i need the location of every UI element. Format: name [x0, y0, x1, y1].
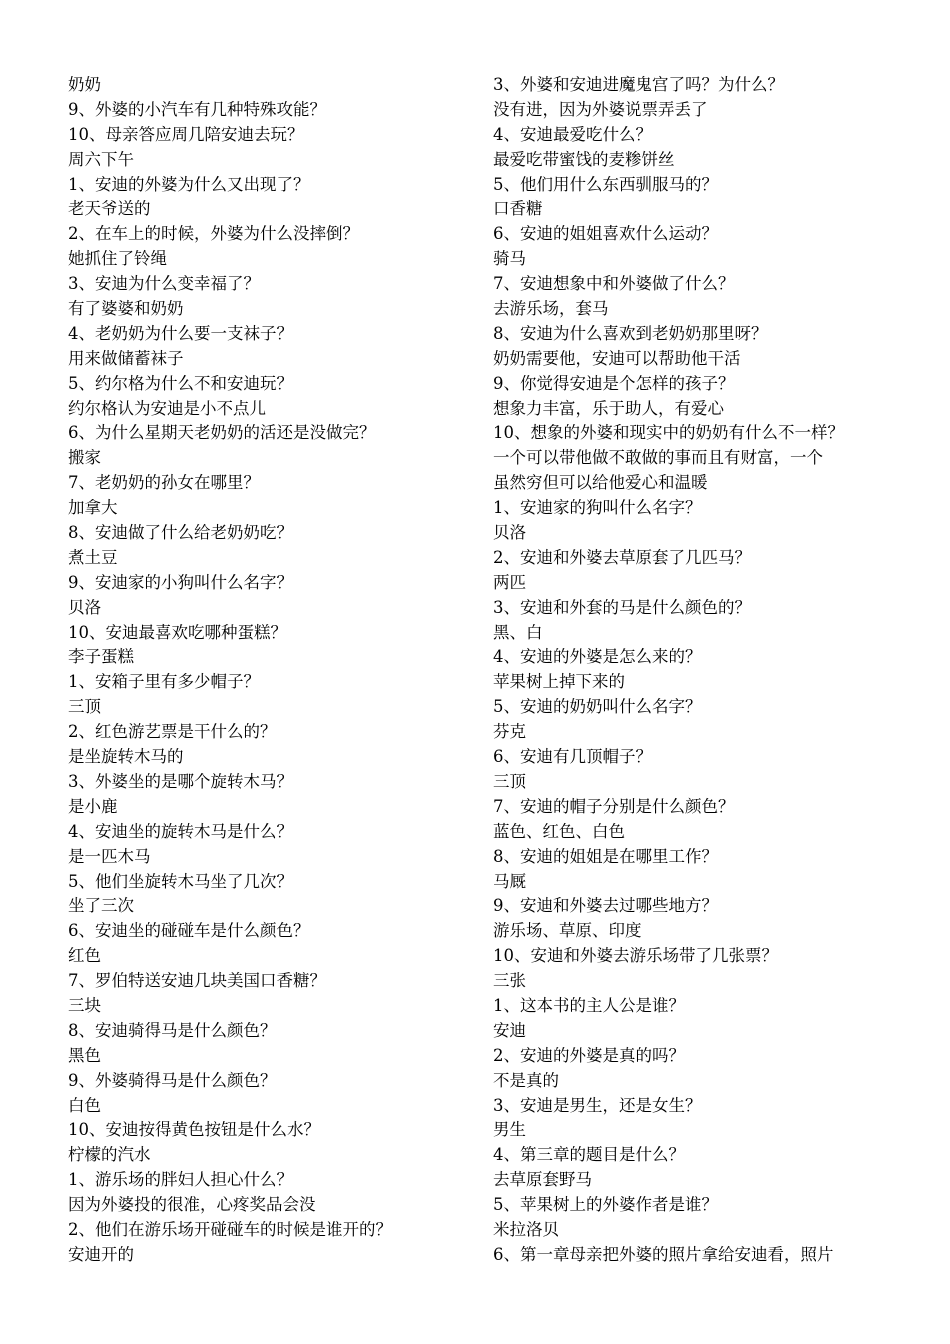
question-line: 9、你觉得安迪是个怎样的孩子？ [493, 373, 735, 393]
question-line: 7、安迪想象中和外婆做了什么？ [493, 274, 735, 294]
answer-line: 李子蛋糕 [68, 647, 134, 667]
answer-line: 安迪开的 [68, 1244, 134, 1264]
answer-line: 虽然穷但可以给他爱心和温暖 [493, 473, 708, 493]
question-line: 3、安迪和外套的马是什么颜色的？ [493, 597, 751, 617]
question-line: 9、外婆骑得马是什么颜色？ [68, 1070, 277, 1090]
question-line: 4、安迪坐的旋转木马是什么？ [68, 821, 293, 841]
answer-line: 因为外婆投的很准，心疼奖品会没 [68, 1195, 316, 1215]
question-line: 3、外婆坐的是哪个旋转木马？ [68, 771, 293, 791]
question-line: 8、安迪为什么喜欢到老奶奶那里呀？ [493, 323, 768, 343]
question-line: 1、安迪家的狗叫什么名字？ [493, 498, 702, 518]
question-line: 7、安迪的帽子分别是什么颜色？ [493, 796, 735, 816]
question-line: 9、安迪家的小狗叫什么名字？ [68, 572, 293, 592]
answer-line: 周六下午 [68, 149, 134, 169]
question-line: 9、安迪和外婆去过哪些地方？ [493, 896, 718, 916]
answer-line: 苹果树上掉下来的 [493, 672, 625, 692]
answer-line: 米拉洛贝 [493, 1219, 559, 1239]
answer-line: 想象力丰富，乐于助人，有爱心 [493, 398, 724, 418]
question-line: 8、安迪的姐姐是在哪里工作？ [493, 846, 718, 866]
question-line: 10、安迪和外婆去游乐场带了几张票？ [493, 946, 778, 966]
answer-line: 没有进，因为外婆说票弄丢了 [493, 99, 708, 119]
answer-line: 有了婆婆和奶奶 [68, 299, 184, 319]
answer-line: 用来做储蓄袜子 [68, 348, 184, 368]
question-line: 10、安迪最喜欢吃哪种蛋糕？ [68, 622, 287, 642]
question-line: 6、为什么星期天老奶奶的活还是没做完？ [68, 423, 376, 443]
answer-line: 她抓住了铃绳 [68, 249, 167, 269]
answer-line: 黑、白 [493, 622, 543, 642]
answer-line: 三块 [68, 995, 101, 1015]
answer-line: 骑马 [493, 249, 526, 269]
question-line: 5、他们坐旋转木马坐了几次？ [68, 871, 293, 891]
question-line: 5、苹果树上的外婆作者是谁？ [493, 1195, 718, 1215]
answer-line: 是一匹木马 [68, 846, 151, 866]
question-line: 4、第三章的题目是什么？ [493, 1145, 685, 1165]
right-column [493, 73, 893, 1268]
answer-line: 白色 [68, 1095, 101, 1115]
answer-line: 黑色 [68, 1045, 101, 1065]
question-line: 1、游乐场的胖妇人担心什么？ [68, 1170, 293, 1190]
question-line: 2、他们在游乐场开碰碰车的时候是谁开的？ [68, 1219, 392, 1239]
answer-line: 奶奶需要他，安迪可以帮助他干活 [493, 348, 741, 368]
question-line: 6、安迪的姐姐喜欢什么运动？ [493, 224, 718, 244]
question-line: 4、安迪的外婆是怎么来的？ [493, 647, 702, 667]
answer-line: 三张 [493, 971, 526, 991]
answer-line: 三顶 [68, 697, 101, 717]
answer-line: 加拿大 [68, 498, 118, 518]
answer-line: 是小鹿 [68, 796, 118, 816]
left-column [68, 73, 468, 1268]
question-line: 3、安迪为什么变幸福了？ [68, 274, 260, 294]
answer-line: 不是真的 [493, 1070, 559, 1090]
answer-line: 口香糖 [493, 199, 543, 219]
question-line: 2、红色游艺票是干什么的？ [68, 722, 277, 742]
question-line: 7、罗伯特送安迪几块美国口香糖？ [68, 971, 326, 991]
question-line: 6、安迪坐的碰碰车是什么颜色？ [68, 921, 310, 941]
answer-line: 男生 [493, 1120, 526, 1140]
answer-line: 柠檬的汽水 [68, 1145, 151, 1165]
answer-line: 贝洛 [493, 523, 526, 543]
answer-line: 去游乐场，套马 [493, 299, 609, 319]
answer-line: 奶奶 [68, 75, 101, 94]
question-line: 10、安迪按得黄色按钮是什么水？ [68, 1120, 320, 1140]
answer-line: 坐了三次 [68, 896, 134, 916]
answer-line: 三顶 [493, 771, 526, 791]
answer-line: 最爱吃带蜜饯的麦糁饼丝 [493, 149, 675, 169]
question-line: 10、想象的外婆和现实中的奶奶有什么不一样？ [493, 423, 844, 443]
answer-line: 安迪 [493, 1020, 526, 1040]
answer-line: 搬家 [68, 448, 101, 468]
question-line: 2、在车上的时候，外婆为什么没摔倒？ [68, 224, 359, 244]
question-line: 2、安迪的外婆是真的吗？ [493, 1045, 685, 1065]
answer-line: 游乐场、草原、印度 [493, 921, 642, 941]
answer-line: 两匹 [493, 572, 526, 592]
answer-line: 约尔格认为安迪是小不点儿 [68, 398, 266, 418]
question-line: 4、老奶奶为什么要一支袜子？ [68, 323, 293, 343]
question-line: 10、母亲答应周几陪安迪去玩？ [68, 124, 304, 144]
answer-line: 马厩 [493, 871, 526, 891]
answer-line: 芬克 [493, 722, 526, 742]
answer-line: 贝洛 [68, 597, 101, 617]
question-line: 3、安迪是男生，还是女生？ [493, 1095, 702, 1115]
question-line: 3、外婆和安迪进魔鬼宫了吗？为什么？ [493, 75, 784, 94]
question-line: 8、安迪做了什么给老奶奶吃？ [68, 523, 293, 543]
question-line: 7、老奶奶的孙女在哪里？ [68, 473, 260, 493]
question-line: 5、他们用什么东西驯服马的？ [493, 174, 718, 194]
answer-line: 红色 [68, 946, 101, 966]
question-line: 8、安迪骑得马是什么颜色？ [68, 1020, 277, 1040]
question-line: 1、这本书的主人公是谁？ [493, 995, 685, 1015]
question-line: 1、安箱子里有多少帽子？ [68, 672, 260, 692]
question-line: 6、第一章母亲把外婆的照片拿给安迪看，照片 [493, 1244, 834, 1264]
question-line: 9、外婆的小汽车有几种特殊攻能？ [68, 99, 326, 119]
question-line: 1、安迪的外婆为什么又出现了？ [68, 174, 310, 194]
question-line: 4、安迪最爱吃什么？ [493, 124, 652, 144]
answer-line: 老天爷送的 [68, 199, 151, 219]
question-line: 6、安迪有几顶帽子？ [493, 747, 652, 767]
answer-line: 去草原套野马 [493, 1170, 592, 1190]
question-line: 5、约尔格为什么不和安迪玩？ [68, 373, 293, 393]
question-line: 2、安迪和外婆去草原套了几匹马？ [493, 547, 751, 567]
answer-line: 一个可以带他做不敢做的事而且有财富，一个 [493, 448, 823, 468]
answer-line: 煮土豆 [68, 547, 118, 567]
question-line: 5、安迪的奶奶叫什么名字？ [493, 697, 702, 717]
answer-line: 是坐旋转木马的 [68, 747, 184, 767]
answer-line: 蓝色、红色、白色 [493, 821, 625, 841]
